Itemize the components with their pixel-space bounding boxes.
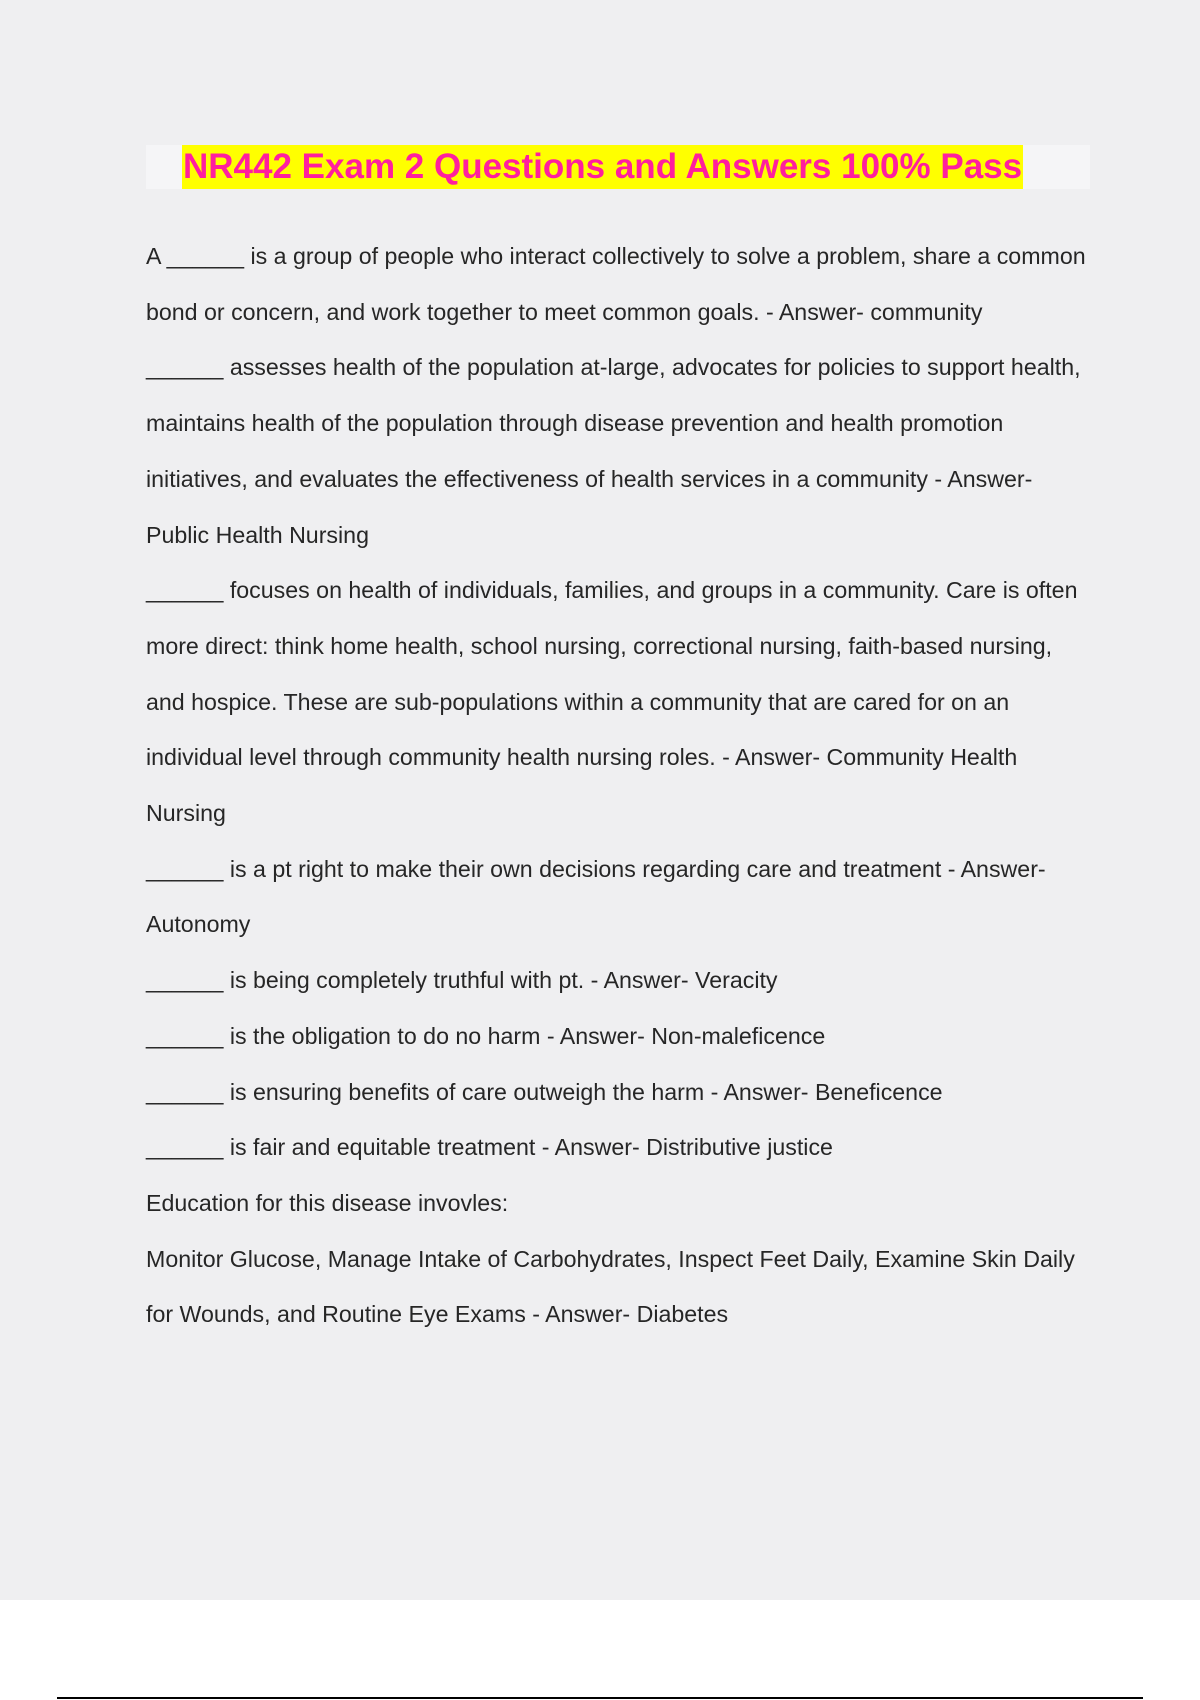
qa-entry: ______ is fair and equitable treatment - Answer- Distributive justice [146,1134,833,1161]
qa-entry: A ______ is a group of people who interact collectively to solve a problem, share a common bond or concern, and work together to meet common goals. - Answer- community [146,243,1086,325]
qa-entry: ______ is ensuring benefits of care outweigh the harm - Answer- Beneficence [146,1078,943,1105]
qa-list [146,229,1086,1343]
page-bottom-rule [57,1697,1143,1699]
qa-entry: ______ assesses health of the population at-large, advocates for policies to support health, maintains health of the population through disease prevention and health promotion initiatives, and evaluates the effectiveness of health services in a community - Answer- Public Health Nursing [146,354,1081,548]
qa-entry: Education for this disease invovles: [146,1189,509,1216]
qa-entry: ______ is being completely truthful with pt. - Answer- Veracity [146,967,778,994]
qa-entry: ______ is a pt right to make their own decisions regarding care and treatment - Answer- Autonomy [146,855,1046,938]
qa-entry: ______ focuses on health of individuals, families, and groups in a community. Care is often more direct: think home health, school nursing, correctional nursing, faith-based nursing, and hospice. These are sub-populations within a community that are cared for on an individual level through community health nursing roles. - Answer- Community Health Nursing [146,577,1078,827]
qa-entry: ______ is the obligation to do no harm - Answer- Non-maleficence [146,1022,826,1049]
document-title: NR442 Exam 2 Questions and Answers 100% Pass [182,145,1023,189]
qa-entry: Monitor Glucose, Manage Intake of Carbohydrates, Inspect Feet Daily, Examine Skin Daily for Wounds, and Routine Eye Exams - Answer- Diabetes [146,1245,1075,1328]
